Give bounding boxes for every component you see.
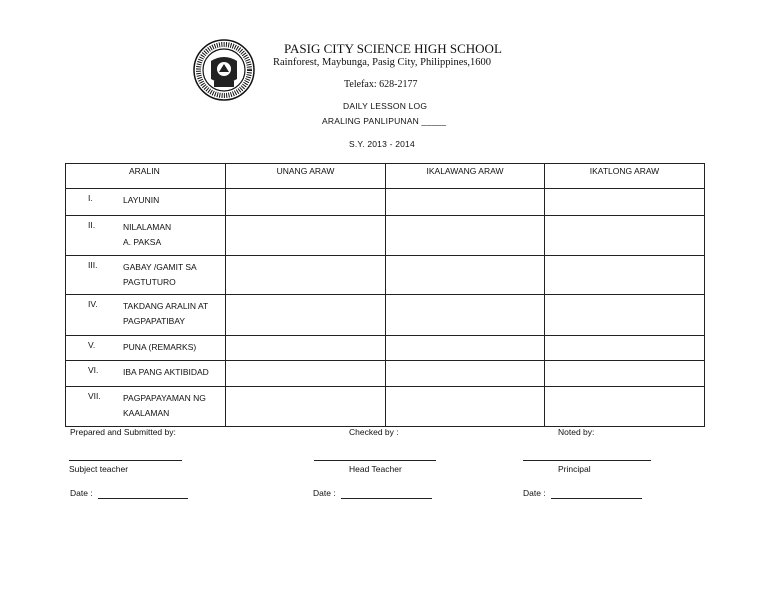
day-3-cell[interactable] xyxy=(545,295,705,336)
day-3-cell[interactable] xyxy=(545,387,705,427)
day-2-cell[interactable] xyxy=(386,216,545,256)
row-label-line: A. PAKSA xyxy=(123,237,162,247)
day-1-cell[interactable] xyxy=(226,216,386,256)
checked-by-label: Checked by : xyxy=(349,427,399,437)
day-1-cell[interactable] xyxy=(226,361,386,387)
row-label-cell xyxy=(66,336,226,361)
subject-teacher-label: Subject teacher xyxy=(69,464,129,474)
subject-teacher-signature-line[interactable] xyxy=(69,460,182,461)
day-2-cell[interactable] xyxy=(386,295,545,336)
day-2-cell[interactable] xyxy=(386,387,545,427)
row-number: VII. xyxy=(88,391,101,401)
row-number: VI. xyxy=(88,365,99,375)
day-2-cell[interactable] xyxy=(386,189,545,216)
table-row xyxy=(66,336,705,361)
document-title: DAILY LESSON LOG xyxy=(343,101,428,111)
day-3-cell[interactable] xyxy=(545,256,705,295)
row-label-cell xyxy=(66,295,226,336)
row-number: I. xyxy=(88,193,93,203)
row-label xyxy=(123,220,171,250)
table-row xyxy=(66,189,705,216)
school-address: Rainforest, Maybunga, Pasig City, Philippines,1600 xyxy=(273,57,492,68)
row-number: IV. xyxy=(88,299,98,309)
row-number: III. xyxy=(88,260,98,270)
date-field-line[interactable] xyxy=(341,498,432,499)
day-1-cell[interactable] xyxy=(226,256,386,295)
row-label-line: PAGPAPATIBAY xyxy=(123,316,186,326)
date-label: Date : xyxy=(523,488,546,498)
row-label-cell xyxy=(66,256,226,295)
table-header-row xyxy=(66,164,705,189)
table-row xyxy=(66,361,705,387)
row-label-line: PUNA (REMARKS) xyxy=(123,342,197,352)
day-1-cell[interactable] xyxy=(226,295,386,336)
row-label-line: PAGPAPAYAMAN NG xyxy=(123,393,206,403)
date-field-line[interactable] xyxy=(551,498,642,499)
day-1-cell[interactable] xyxy=(226,336,386,361)
column-header-ikatlong-araw: IKATLONG ARAW xyxy=(545,164,705,189)
day-2-cell[interactable] xyxy=(386,336,545,361)
table-row xyxy=(66,295,705,336)
lesson-log-table xyxy=(65,163,705,427)
column-header-ikalawang-araw: IKALAWANG ARAW xyxy=(386,164,545,189)
date-label: Date : xyxy=(70,488,93,498)
row-number: V. xyxy=(88,340,96,350)
table-row xyxy=(66,256,705,295)
row-label-line: KAALAMAN xyxy=(123,408,170,418)
prepared-by-label: Prepared and Submitted by: xyxy=(70,427,176,437)
school-year: S.Y. 2013 - 2014 xyxy=(349,139,415,149)
row-label xyxy=(123,260,197,290)
head-teacher-label: Head Teacher xyxy=(349,464,402,474)
day-3-cell[interactable] xyxy=(545,216,705,256)
row-label-line: IBA PANG AKTIBIDAD xyxy=(123,367,209,377)
date-field-line[interactable] xyxy=(98,498,188,499)
principal-label: Principal xyxy=(558,464,591,474)
head-teacher-signature-line[interactable] xyxy=(314,460,436,461)
row-label-line: LAYUNIN xyxy=(123,195,160,205)
day-1-cell[interactable] xyxy=(226,189,386,216)
row-label-cell xyxy=(66,387,226,427)
row-number: II. xyxy=(88,220,96,230)
column-header-aralin: ARALIN xyxy=(66,164,226,189)
day-3-cell[interactable] xyxy=(545,361,705,387)
row-label-cell xyxy=(66,216,226,256)
row-label xyxy=(123,340,196,355)
day-2-cell[interactable] xyxy=(386,256,545,295)
row-label xyxy=(123,365,209,380)
day-3-cell[interactable] xyxy=(545,189,705,216)
school-name: PASIG CITY SCIENCE HIGH SCHOOL xyxy=(284,41,502,56)
day-2-cell[interactable] xyxy=(386,361,545,387)
row-label-line: GABAY /GAMIT SA xyxy=(123,262,197,272)
table-row xyxy=(66,216,705,256)
date-label: Date : xyxy=(313,488,336,498)
day-1-cell[interactable] xyxy=(226,387,386,427)
principal-signature-line[interactable] xyxy=(523,460,651,461)
row-label xyxy=(123,193,159,208)
row-label xyxy=(123,391,206,421)
column-header-unang-araw: UNANG ARAW xyxy=(226,164,386,189)
row-label xyxy=(123,299,208,329)
telefax: Telefax: 628-2177 xyxy=(344,79,418,90)
row-label-line: PAGTUTURO xyxy=(123,277,176,287)
noted-by-label: Noted by: xyxy=(558,427,595,437)
row-label-cell xyxy=(66,361,226,387)
row-label-line: TAKDANG ARALIN AT xyxy=(123,301,209,311)
row-label-cell xyxy=(66,189,226,216)
school-seal-logo xyxy=(193,39,255,101)
day-3-cell[interactable] xyxy=(545,336,705,361)
table-row xyxy=(66,387,705,427)
subject-line: ARALING PANLIPUNAN _____ xyxy=(322,116,447,126)
row-label-line: NILALAMAN xyxy=(123,222,172,232)
